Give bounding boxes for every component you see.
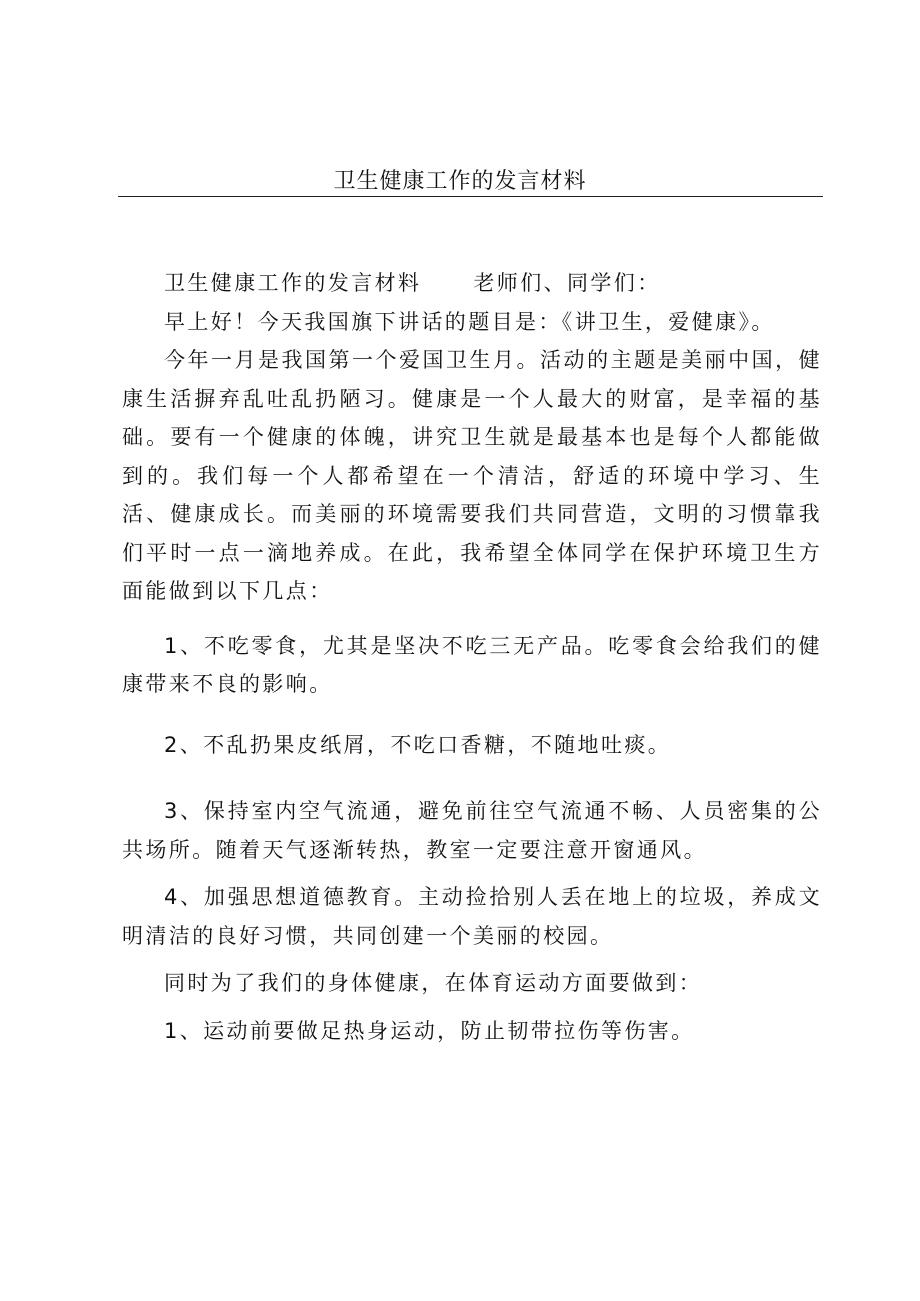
paragraph-item-2: 2、不乱扔果皮纸屑，不吃口香糖，不随地吐痰。 xyxy=(164,732,672,757)
document-title: 卫生健康工作的发言材料 xyxy=(333,169,587,194)
greeting-right: 老师们、同学们： xyxy=(473,271,661,295)
greeting-left: 卫生健康工作的发言材料 xyxy=(164,271,422,295)
paragraph-item-4: 4、加强思想道德教育。主动捡拾别人丢在地上的垃圾，养成文明清洁的良好习惯，共同创建一个美丽的校园。 xyxy=(122,885,822,948)
paragraph-item-1: 1、不吃零食，尤其是坚决不吃三无产品。吃零食会给我们的健康带来不良的影响。 xyxy=(122,633,822,696)
paragraph-sports-item-1: 1、运动前要做足热身运动，防止韧带拉伤等伤害。 xyxy=(164,1018,695,1043)
document-body xyxy=(122,264,822,1050)
title-underline xyxy=(118,196,823,197)
paragraph-intro: 今年一月是我国第一个爱国卫生月。活动的主题是美丽中国，健康生活摒弃乱吐乱扔陋习。健康是一个人最大的财富，是幸福的基础。要有一个健康的体魄，讲究卫生就是最基本也是每个人都能做到的。我们每一个人都希望在一个清洁，舒适的环境中学习、生活、健康成长。而美丽的环境需要我们共同营造，文明的习惯靠我们平时一点一滴地养成。在此，我希望全体同学在保护环境卫生方面能做到以下几点： xyxy=(122,348,822,603)
greeting-line xyxy=(122,264,822,303)
paragraph-opening: 早上好！今天我国旗下讲话的题目是：《讲卫生，爱健康》。 xyxy=(164,309,775,334)
paragraph-item-3: 3、保持室内空气流通，避免前往空气流通不畅、人员密集的公共场所。随着天气逐渐转热，教室一定要注意开窗通风。 xyxy=(122,799,822,862)
paragraph-sports-intro: 同时为了我们的身体健康，在体育运动方面要做到： xyxy=(164,971,703,995)
